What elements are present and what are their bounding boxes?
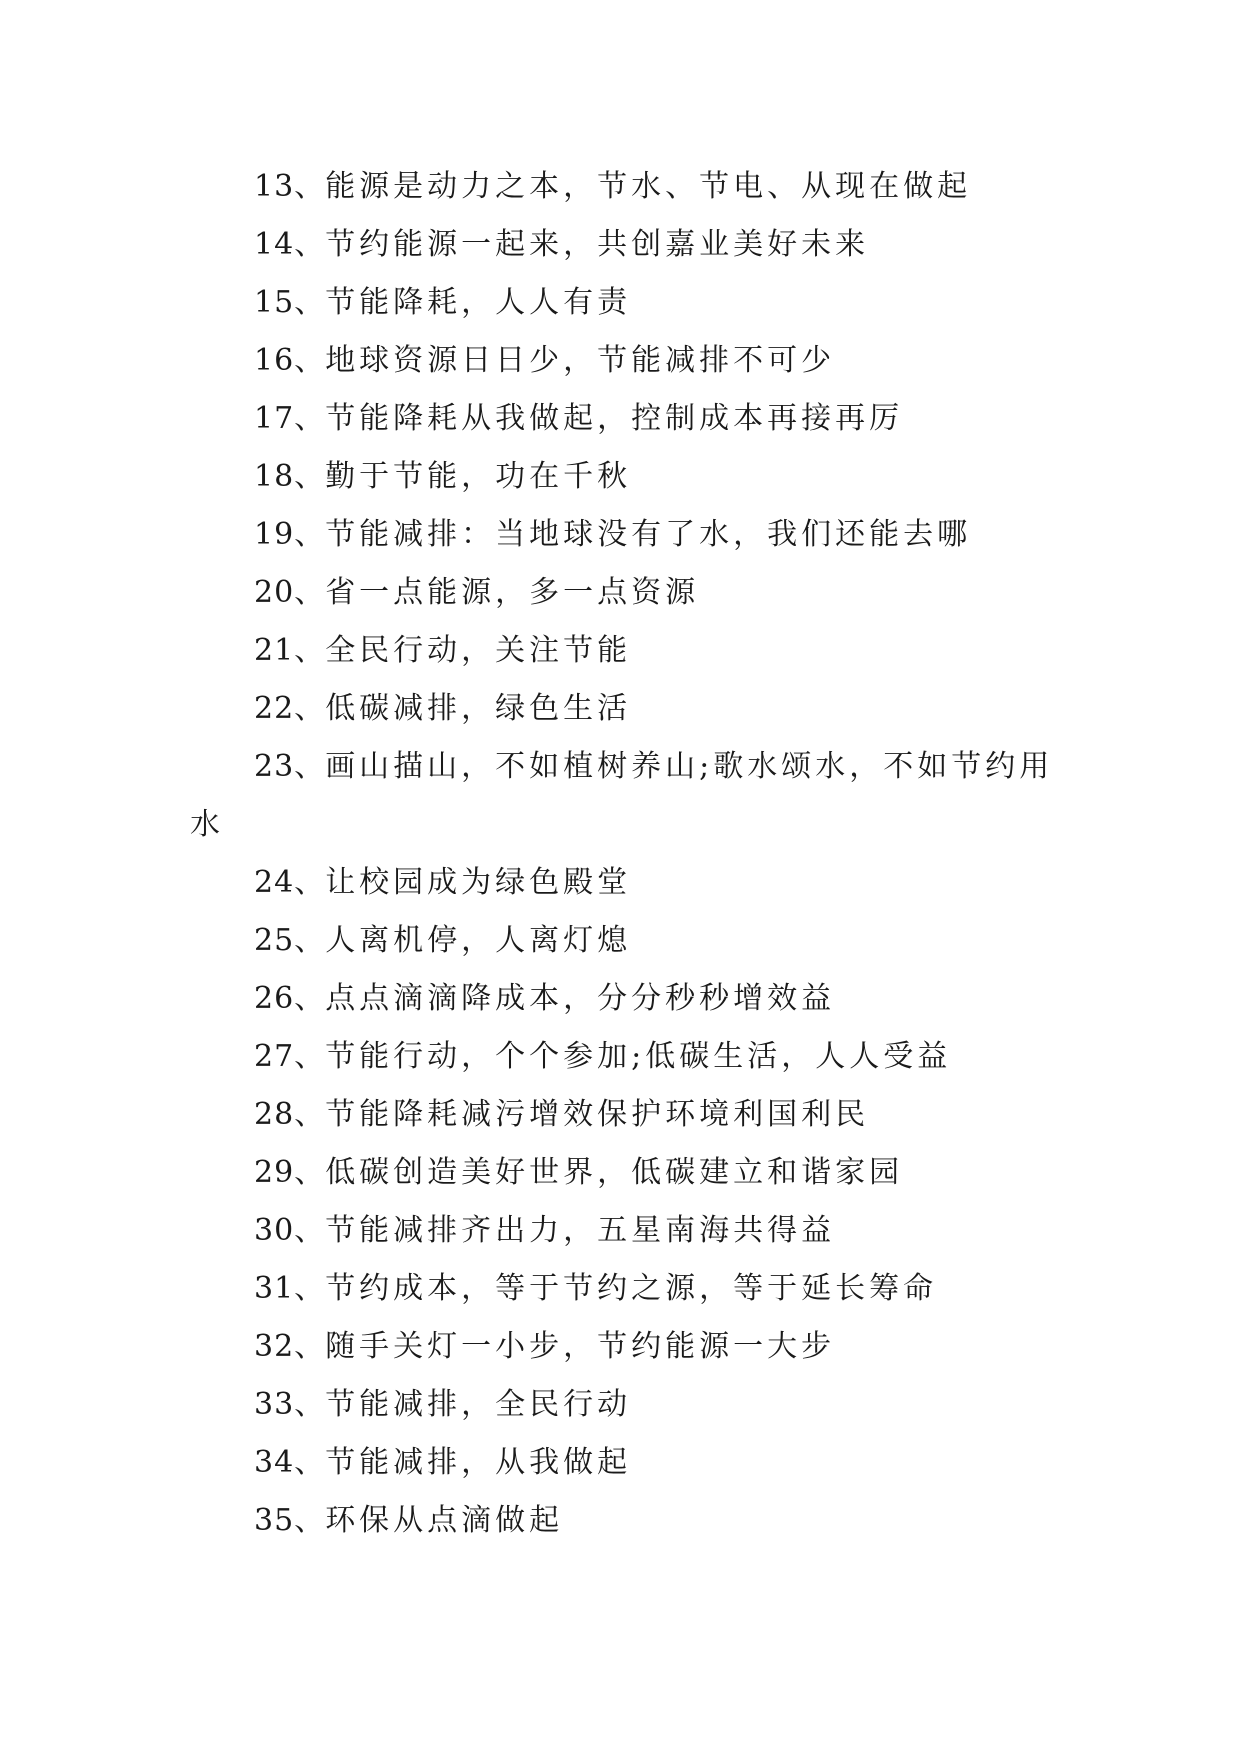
item-text: 人离机停，人离灯熄: [325, 923, 632, 958]
list-item: [190, 1260, 1060, 1318]
item-text: 点点滴滴降成本，分分秒秒增效益: [325, 981, 836, 1016]
list-item: [190, 1086, 1060, 1144]
item-text: 节约成本，等于节约之源，等于延长筹命: [325, 1271, 938, 1306]
item-number: 22、: [254, 691, 326, 726]
item-text: 节约能源一起来，共创嘉业美好未来: [325, 227, 870, 262]
item-number: 27、: [254, 1039, 326, 1074]
item-text: 环保从点滴做起: [325, 1503, 564, 1538]
item-text: 低碳减排，绿色生活: [325, 691, 632, 726]
item-text: 节能减排，从我做起: [325, 1445, 632, 1480]
item-number: 15、: [254, 285, 326, 320]
list-item: [190, 158, 1060, 216]
item-number: 13、: [254, 169, 326, 204]
item-number: 18、: [254, 459, 326, 494]
item-text: 勤于节能，功在千秋: [325, 459, 632, 494]
list-item-continuation: [190, 796, 1060, 854]
list-item: [190, 1028, 1060, 1086]
item-text: 全民行动，关注节能: [325, 633, 632, 668]
item-number: 23、: [254, 749, 326, 784]
list-item: [190, 1492, 1060, 1550]
list-item: [190, 1144, 1060, 1202]
list-item: [190, 216, 1060, 274]
item-number: 31、: [254, 1271, 326, 1306]
item-text: 节能减排齐出力，五星南海共得益: [325, 1213, 836, 1248]
list-item: [190, 680, 1060, 738]
item-text: 节能降耗从我做起，控制成本再接再厉: [325, 401, 904, 436]
list-item: [190, 854, 1060, 912]
item-number: 20、: [254, 575, 326, 610]
list-item: [190, 970, 1060, 1028]
item-number: 25、: [254, 923, 326, 958]
item-number: 16、: [254, 343, 326, 378]
list-item: [190, 1434, 1060, 1492]
item-number: 30、: [254, 1213, 326, 1248]
item-text: 能源是动力之本，节水、节电、从现在做起: [325, 169, 972, 204]
item-number: 33、: [254, 1387, 326, 1422]
item-text: 节能减排，全民行动: [325, 1387, 632, 1422]
item-number: 26、: [254, 981, 326, 1016]
item-number: 32、: [254, 1329, 326, 1364]
item-text: 低碳创造美好世界，低碳建立和谐家园: [325, 1155, 904, 1190]
list-item: [190, 448, 1060, 506]
list-item: [190, 332, 1060, 390]
list-item: [190, 390, 1060, 448]
item-text: 节能降耗减污增效保护环境利国利民: [325, 1097, 870, 1132]
item-text: 水: [190, 807, 224, 842]
list-item: [190, 1376, 1060, 1434]
item-number: 34、: [254, 1445, 326, 1480]
item-text: 省一点能源，多一点资源: [325, 575, 700, 610]
list-item: [190, 1202, 1060, 1260]
list-item: [190, 506, 1060, 564]
item-text: 节能行动，个个参加;低碳生活，人人受益: [325, 1039, 952, 1074]
list-item: [190, 622, 1060, 680]
list-item: [190, 274, 1060, 332]
item-number: 24、: [254, 865, 326, 900]
item-text: 画山描山，不如植树养山;歌水颂水，不如节约用: [325, 749, 1054, 784]
item-number: 35、: [254, 1503, 326, 1538]
list-item: [190, 912, 1060, 970]
list-item: [190, 1318, 1060, 1376]
item-number: 17、: [254, 401, 326, 436]
item-text: 节能减排：当地球没有了水，我们还能去哪: [325, 517, 972, 552]
item-number: 29、: [254, 1155, 326, 1190]
item-number: 14、: [254, 227, 326, 262]
item-text: 随手关灯一小步，节约能源一大步: [325, 1329, 836, 1364]
item-text: 节能降耗，人人有责: [325, 285, 632, 320]
item-number: 28、: [254, 1097, 326, 1132]
slogan-list: [190, 158, 1060, 1550]
list-item: [190, 738, 1060, 796]
list-item: [190, 564, 1060, 622]
item-text: 地球资源日日少，节能减排不可少: [325, 343, 836, 378]
item-text: 让校园成为绿色殿堂: [325, 865, 632, 900]
item-number: 19、: [254, 517, 326, 552]
item-number: 21、: [254, 633, 326, 668]
